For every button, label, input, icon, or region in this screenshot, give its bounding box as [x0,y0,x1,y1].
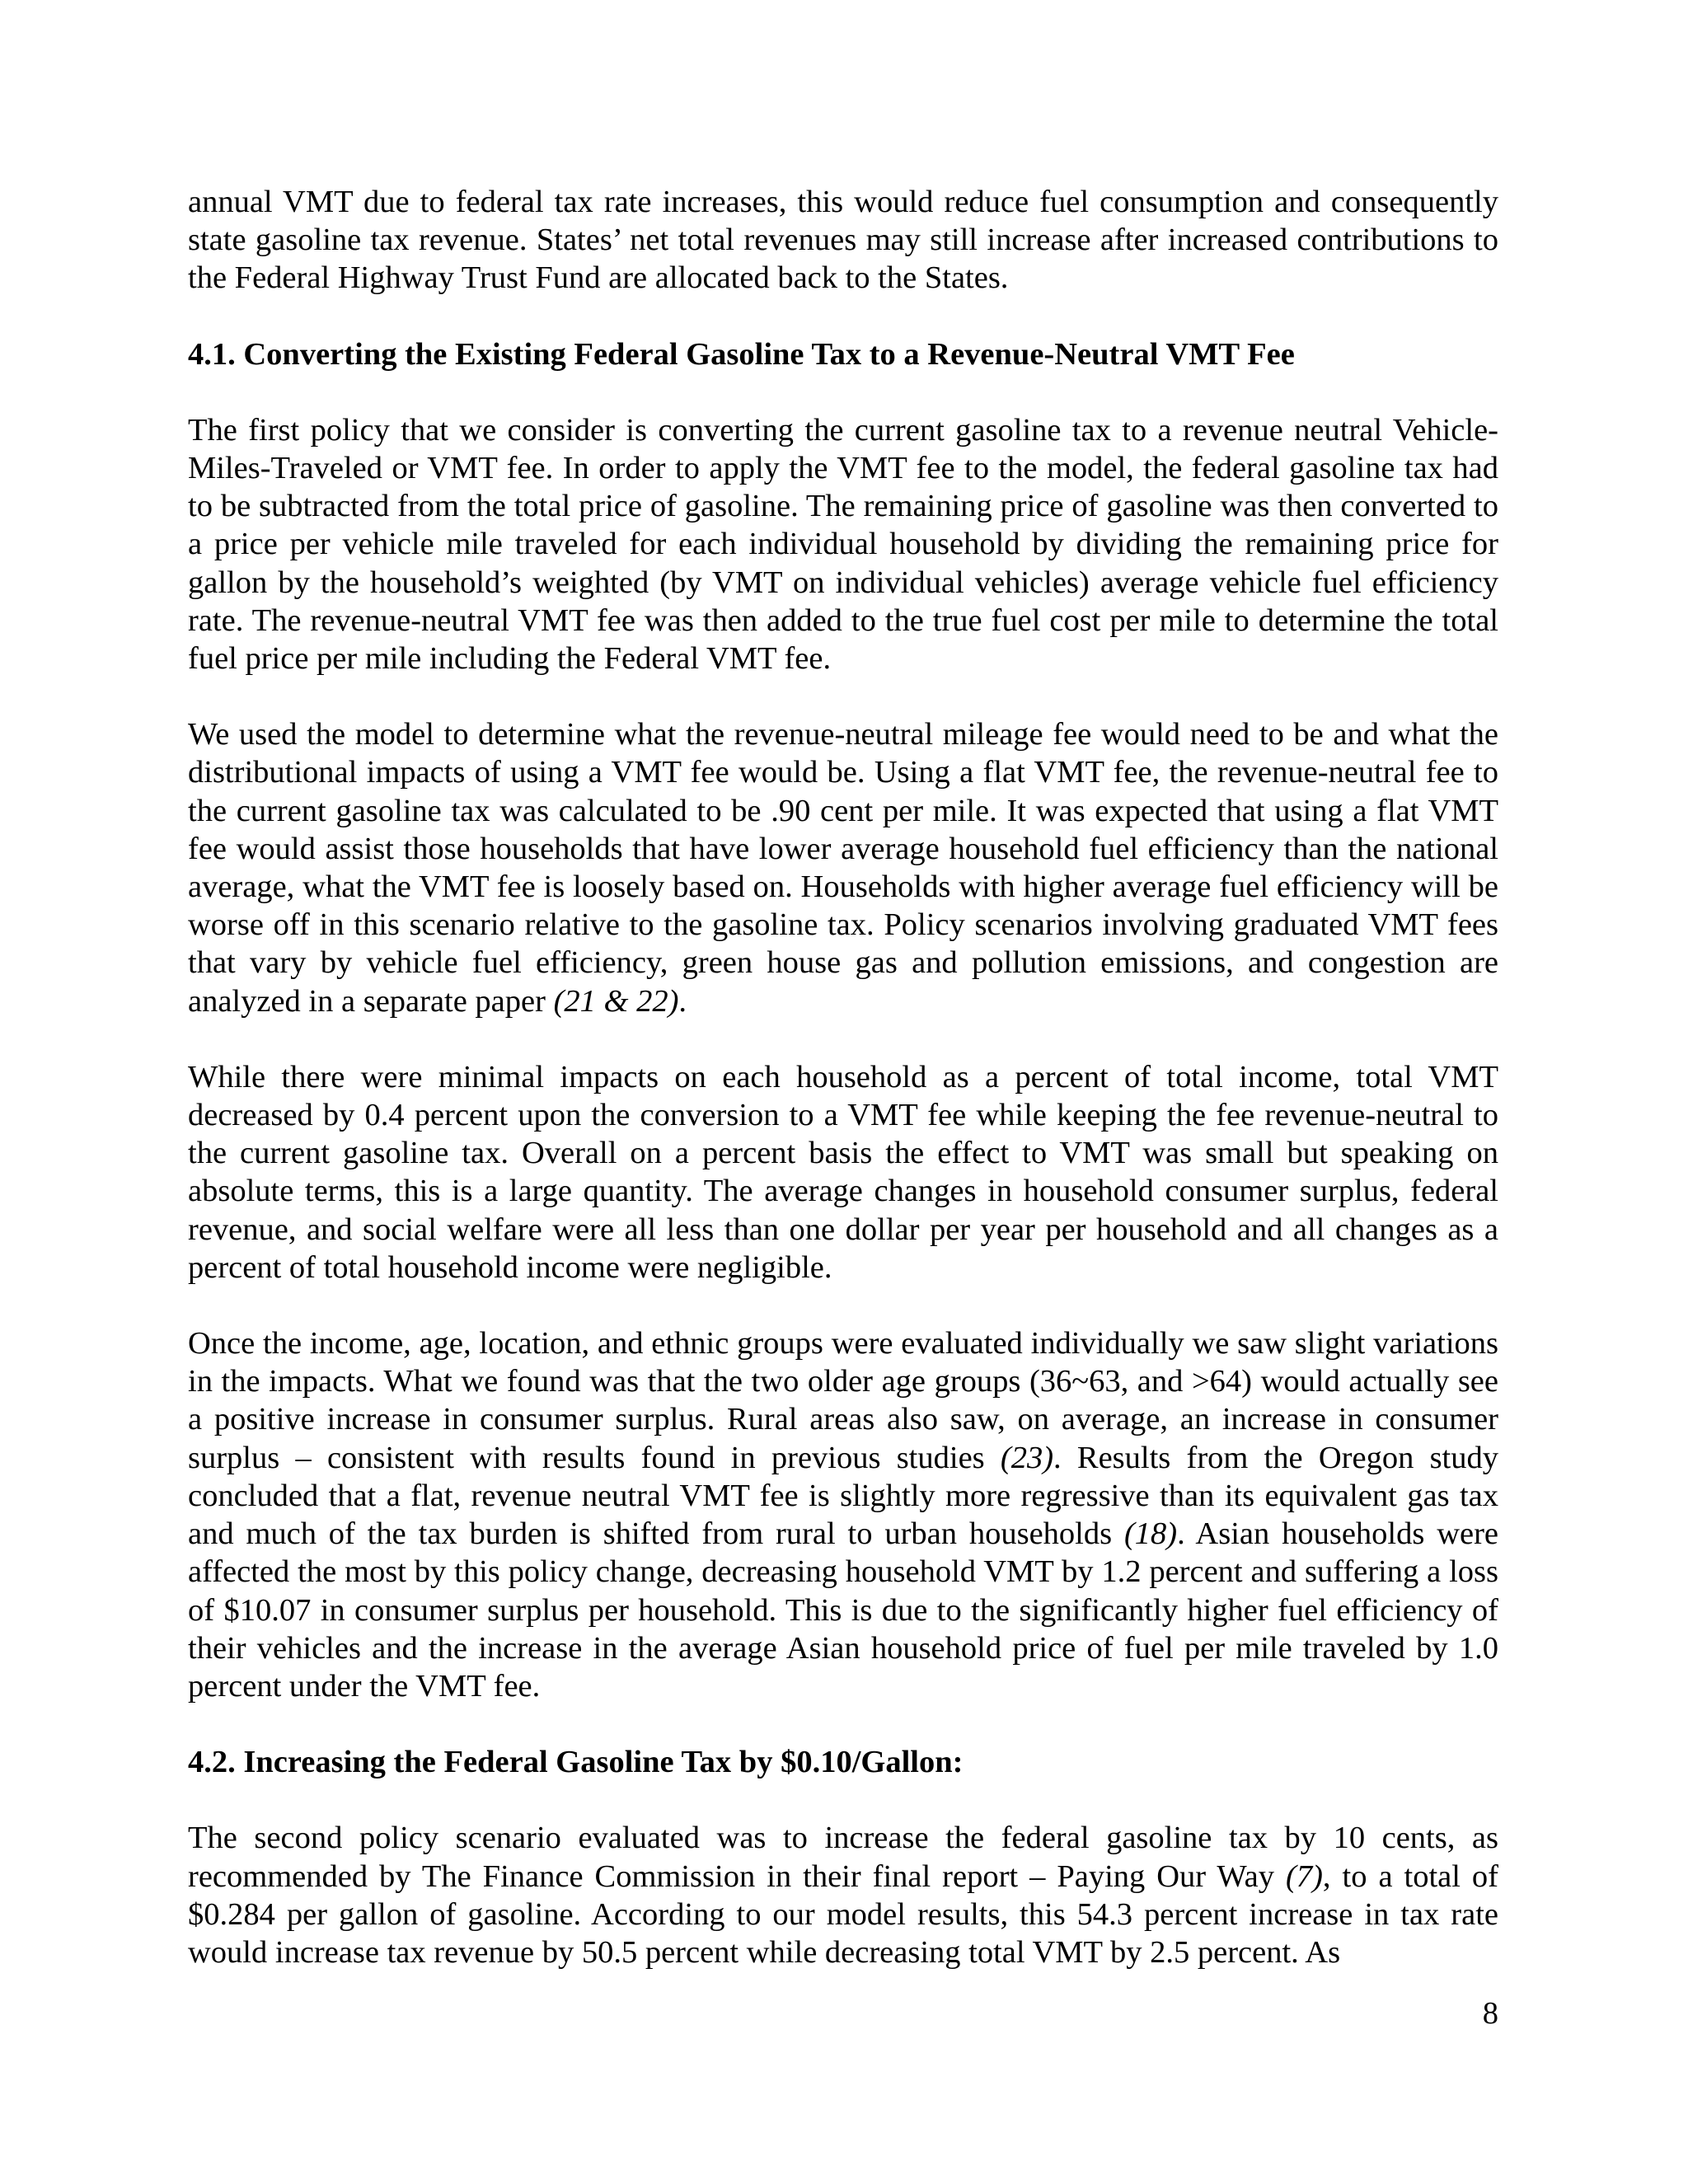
paragraph-text: , to a total of $0.284 per gallon of gasoline. According to our model results, this 54.3 percent increase in tax rate would increase tax revenue by 50.5 percent while decreasing total VMT by 2.5 percent. As [188,1858,1498,1970]
paragraph-text: . Asian households were affected the most by this policy change, decreasing household VMT by 1.2 percent and suffering a loss of $10.07 in consumer surplus per household. This is due to the significantly higher fuel efficiency of their vehicles and the increase in the average Asian household price of fuel per mile traveled by 1.0 percent under the VMT fee. [188,1516,1498,1704]
paragraph-group-variations [188,1324,1498,1705]
paragraph-second-policy [188,1819,1498,1971]
paragraph-text: . [678,983,687,1019]
citation: (23) [1000,1440,1054,1475]
paragraph-text: . Results from the Oregon study concluded that a flat, revenue neutral VMT fee is slightly more regressive than its equivalent gas tax and much of the tax burden is shifted from rural to urban households [188,1440,1499,1552]
paragraph-text: Once the income, age, location, and ethnic groups were evaluated individually we saw slight variations in the impacts. What we found was that the two older age groups (36~63, and >64) would actually see a positive increase in consumer surplus. Rural areas also saw, on average, an increase in consumer surplus – consistent with results found in previous studies [188,1326,1498,1475]
paragraph-continuation: annual VMT due to federal tax rate increases, this would reduce fuel consumption and consequently state gasoline tax revenue. States’ net total revenues may still increase after increased contributions to the Federal Highway Trust Fund are allocated back to the States. [188,185,1498,296]
citation: (18) [1123,1516,1178,1552]
paragraph-text: The second policy scenario evaluated was to increase the federal gasoline tax by 10 cents, as recommended by The Finance Commission in their final report – Paying Our Way [188,1821,1498,1894]
paragraph-vmt-fee-method: The first policy that we consider is converting the current gasoline tax to a revenue neutral Vehicle-Miles-Traveled or VMT fee. In order to apply the VMT fee to the model, the federal gasoline tax had to be subtracted from the total price of gasoline. The remaining price of gasoline was then converted to a price per vehicle mile traveled for each individual household by dividing the remaining price for gallon by the household’s weighted (by VMT on individual vehicles) average vehicle fuel efficiency rate. The revenue-neutral VMT fee was then added to the true fuel cost per mile to determine the total fuel price per mile including the Federal VMT fee. [188,412,1498,677]
section-heading-4-2: 4.2. Increasing the Federal Gasoline Tax by $0.10/Gallon: [188,1745,964,1780]
paragraph-text: We used the model to determine what the revenue-neutral mileage fee would need to be and what the distributional impacts of using a VMT fee would be. Using a flat VMT fee, the revenue-neutral fee to the current gasoline tax was calculated to be .90 cent per mile. It was expected that using a flat VMT fee would assist those households that have lower average household fuel efficiency than the national average, what the VMT fee is loosely based on. Households with higher average fuel efficiency will be worse off in this scenario relative to the gasoline tax. Policy scenarios involving graduated VMT fees that vary by vehicle fuel efficiency, green house gas and pollution emissions, and congestion are analyzed in a separate paper [188,717,1498,1019]
citation: (7) [1286,1858,1323,1894]
section-heading-4-1: 4.1. Converting the Existing Federal Gasoline Tax to a Revenue-Neutral VMT Fee [188,336,1295,372]
page-number: 8 [1482,1996,1498,2031]
paragraph-impacts: While there were minimal impacts on each household as a percent of total income, total VMT decreased by 0.4 percent upon the conversion to a VMT fee while keeping the fee revenue-neutral to the current gasoline tax. Overall on a percent basis the effect to VMT was small but speaking on absolute terms, this is a large quantity. The average changes in household consumer surplus, federal revenue, and social welfare were all less than one dollar per year per household and all changes as a percent of total household income were negligible. [188,1059,1498,1285]
paragraph-vmt-fee-model [188,715,1498,1020]
page-body [188,183,1498,1971]
citation: (21 & 22) [553,983,679,1019]
